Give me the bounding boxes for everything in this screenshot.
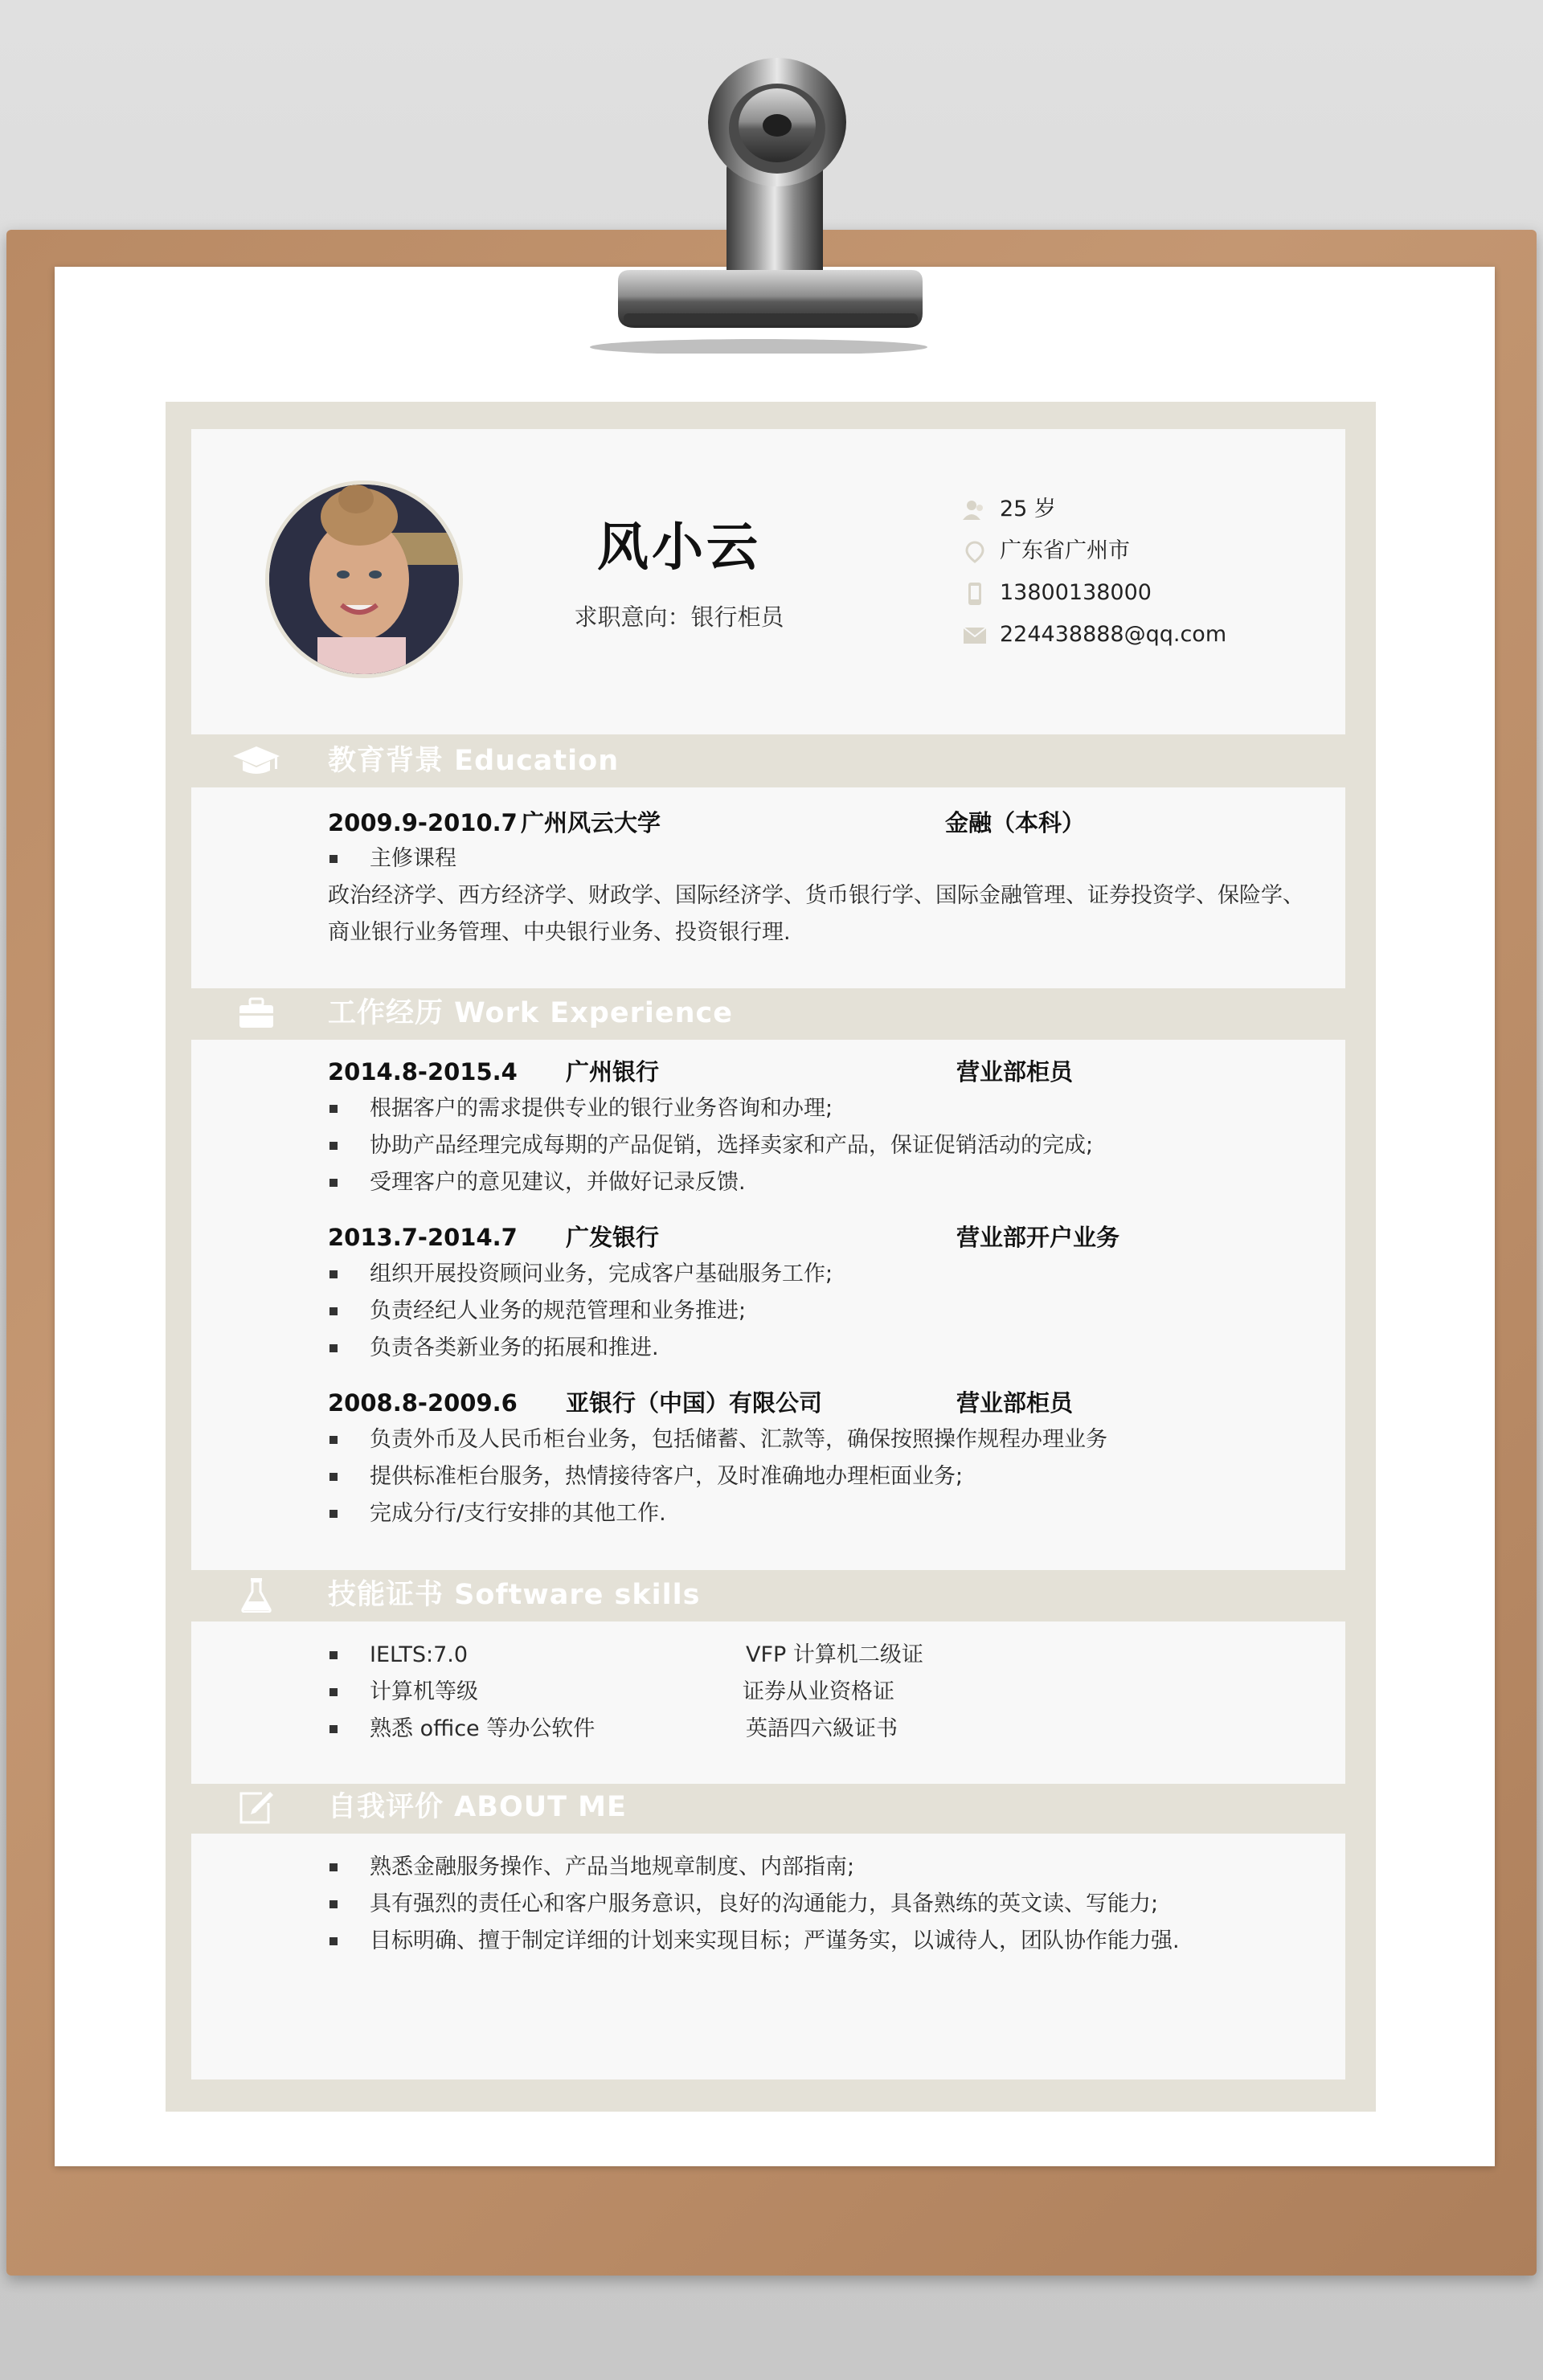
flask-icon (231, 1578, 281, 1612)
bullet-icon (329, 1688, 338, 1696)
certificate-item: 英語四六級证书 (746, 1716, 898, 1741)
certificate-item: VFP 计算机二级证 (746, 1642, 923, 1667)
job-company: 广发银行 (566, 1224, 660, 1251)
work-title: 工作经历 Work Experience (328, 997, 733, 1029)
skill-item: 计算机等级 (370, 1679, 478, 1704)
education-major: 金融（本科） (945, 809, 1086, 836)
job-duty: 提供标准柜台服务，热情接待客户，及时准确地办理柜面业务; (370, 1464, 964, 1489)
job-period: 2008.8-2009.6 (328, 1389, 518, 1417)
about-item: 具有强烈的责任心和客户服务意识，良好的沟通能力，具备熟练的英文读、写能力; (370, 1891, 1159, 1916)
location-text: 广东省广州市 (1000, 538, 1130, 563)
binder-clip-icon (582, 48, 952, 354)
bullet-icon (329, 1436, 338, 1444)
job-company: 亚银行（中国）有限公司 (566, 1389, 823, 1417)
bullet-icon (329, 1270, 338, 1278)
bullet-icon (329, 1142, 338, 1150)
location-pin-icon (961, 540, 988, 564)
skill-item: 熟悉 office 等办公软件 (370, 1716, 596, 1741)
courses-line: 政治经济学、西方经济学、财政学、国际经济学、货币银行学、国际金融管理、证券投资学、保险学、 (328, 883, 1304, 908)
job-position: 营业部柜员 (956, 1058, 1074, 1086)
job-position: 营业部柜员 (956, 1389, 1074, 1417)
email-text[interactable]: 224438888@qq.com (1000, 622, 1227, 647)
courses-line: 商业银行业务管理、中央银行业务、投资银行理. (328, 920, 791, 945)
phone-text[interactable]: 13800138000 (1000, 580, 1152, 605)
bullet-icon (329, 1725, 338, 1733)
education-school: 广州风云大学 (521, 809, 661, 836)
about-item: 目标明确、擅于制定详细的计划来实现目标；严谨务实，以诚待人，团队协作能力强. (370, 1928, 1180, 1953)
contact-location (961, 535, 1299, 567)
contact-age (961, 493, 1299, 525)
courses-label: 主修课程 (370, 846, 456, 871)
about-item: 熟悉金融服务操作、产品当地规章制度、内部指南; (370, 1855, 855, 1879)
education-section-header (191, 738, 1345, 784)
skills-section-header (191, 1572, 1345, 1618)
job-duty: 协助产品经理完成每期的产品促销，选择卖家和产品，保证促销活动的完成; (370, 1133, 1094, 1158)
contact-email (961, 619, 1299, 651)
job-intent: 求职意向：银行柜员 (574, 603, 784, 631)
bullet-icon (329, 1344, 338, 1352)
briefcase-icon (231, 996, 281, 1030)
skills-title: 技能证书 Software skills (328, 1579, 701, 1611)
job-company: 广州银行 (566, 1058, 660, 1086)
graduation-cap-icon (231, 744, 281, 778)
certificate-item: 证券从业资格证 (743, 1679, 894, 1704)
bullet-icon (329, 1900, 338, 1908)
job-period: 2014.8-2015.4 (328, 1058, 518, 1086)
job-duty: 组织开展投资顾问业务，完成客户基础服务工作; (370, 1262, 833, 1286)
education-title: 教育背景 Education (328, 745, 620, 777)
about-title: 自我评价 ABOUT ME (328, 1791, 627, 1823)
work-section-header (191, 990, 1345, 1037)
bullet-icon (329, 1863, 338, 1871)
skill-item: IELTS:7.0 (370, 1642, 469, 1667)
age-text: 25 岁 (1000, 497, 1056, 521)
edit-pencil-icon (231, 1790, 281, 1824)
bullet-icon (329, 1105, 338, 1113)
job-duty: 根据客户的需求提供专业的银行业务咨询和办理; (370, 1096, 833, 1121)
candidate-name: 风小云 (597, 518, 761, 578)
contact-phone (961, 577, 1299, 609)
bullet-icon (329, 1510, 338, 1518)
person-icon (961, 498, 988, 522)
job-period: 2013.7-2014.7 (328, 1224, 518, 1251)
bullet-icon (329, 855, 338, 863)
bullet-icon (329, 1473, 338, 1481)
bullet-icon (329, 1937, 338, 1945)
phone-icon (961, 582, 988, 606)
job-duty: 负责外币及人民币柜台业务，包括储蓄、汇款等，确保按照操作规程办理业务 (370, 1427, 1107, 1452)
bullet-icon (329, 1179, 338, 1187)
education-period: 2009.9-2010.7 (328, 809, 518, 836)
bullet-icon (329, 1651, 338, 1659)
job-duty: 完成分行/支行安排的其他工作. (370, 1501, 666, 1526)
avatar (265, 480, 463, 678)
job-position: 营业部开户业务 (956, 1224, 1120, 1251)
job-duty: 负责经纪人业务的规范管理和业务推进; (370, 1298, 747, 1323)
about-section-header (191, 1784, 1345, 1830)
job-duty: 负责各类新业务的拓展和推进. (370, 1335, 659, 1360)
bullet-icon (329, 1307, 338, 1315)
envelope-icon (961, 624, 988, 648)
job-duty: 受理客户的意见建议，并做好记录反馈. (370, 1170, 746, 1195)
